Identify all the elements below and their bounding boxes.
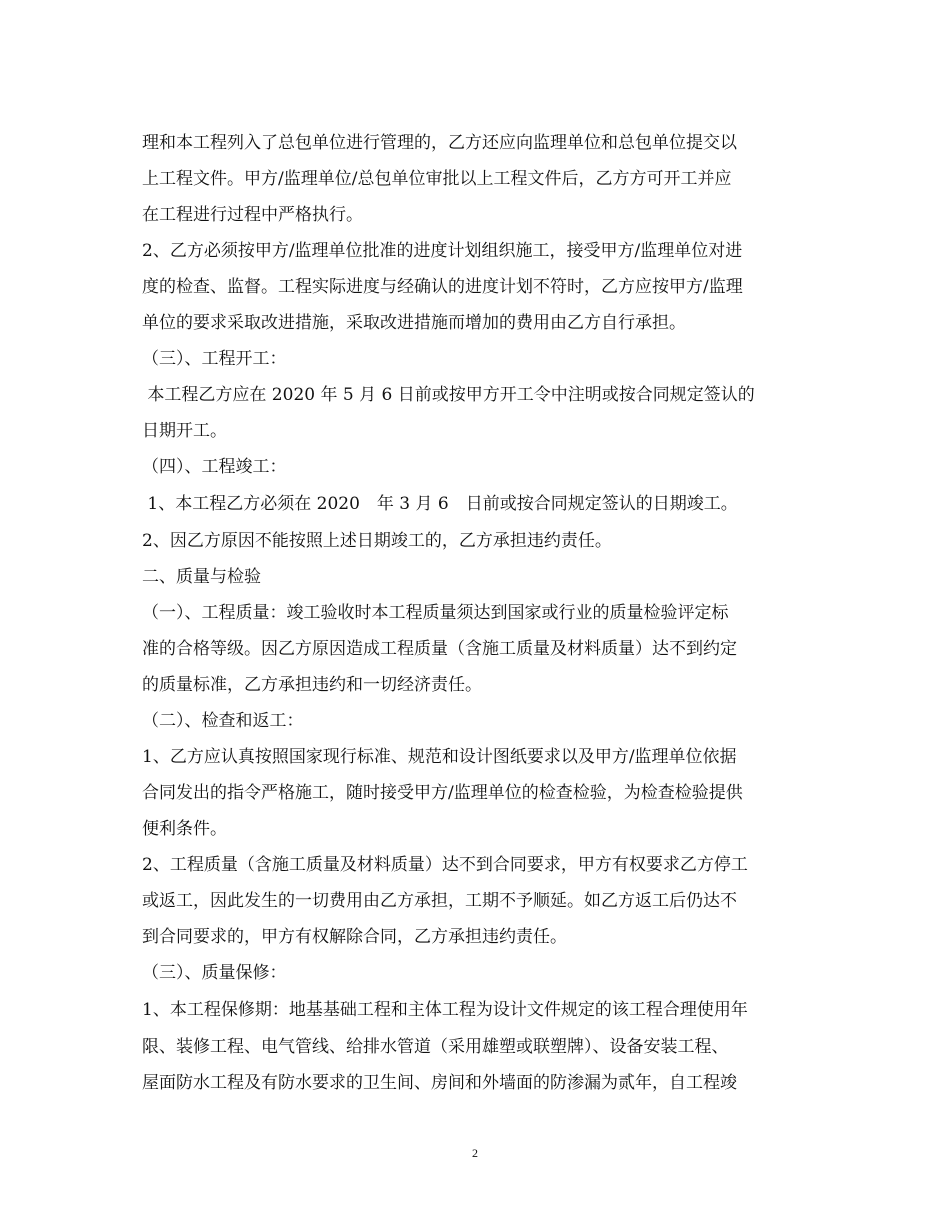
text-line: 的质量标准，乙方承担违约和一切经济责任。 (142, 675, 482, 695)
section-heading: （一）、工程质量：竣工验收时本工程质量须达到国家或行业的质量检验评定标 (142, 603, 729, 623)
text-line: 1、本工程乙方必须在 2020 年 3 月 6 日前或按合同规定签认的日期竣工。 (142, 494, 738, 514)
section-heading: （三）、工程开工： (142, 349, 287, 369)
text-line: 屋面防水工程及有防水要求的卫生间、房间和外墙面的防渗漏为贰年，自工程竣 (142, 1073, 737, 1093)
text-line: 限、装修工程、电气管线、给排水管道（采用雄塑或联塑牌）、设备安装工程、 (142, 1037, 729, 1057)
text-line: 2、工程质量（含施工质量及材料质量）达不到合同要求，甲方有权要求乙方停工 (142, 855, 748, 875)
text-line: 在工程进行过程中严格执行。 (142, 205, 363, 225)
text-line: 1、乙方应认真按照国家现行标准、规范和设计图纸要求以及甲方/监理单位依据 (142, 747, 737, 767)
text-line: 2、乙方必须按甲方/监理单位批准的进度计划组织施工，接受甲方/监理单位对进 (142, 241, 743, 261)
text-line: 上工程文件。甲方/监理单位/总包单位审批以上工程文件后，乙方方可开工并应 (142, 169, 732, 189)
text-line: 单位的要求采取改进措施，采取改进措施而增加的费用由乙方自行承担。 (142, 313, 686, 333)
text-line: 或返工，因此发生的一切费用由乙方承担，工期不予顺延。如乙方返工后仍达不 (142, 891, 737, 911)
text-line: 便利条件。 (142, 819, 227, 839)
section-heading: （二）、检查和返工： (142, 711, 304, 731)
page-number: 2 (472, 1146, 478, 1160)
text-line: 2、因乙方原因不能按照上述日期竣工的，乙方承担违约责任。 (142, 531, 612, 551)
text-line: 理和本工程列入了总包单位进行管理的，乙方还应向监理单位和总包单位提交以 (142, 133, 737, 153)
text-line: 合同发出的指令严格施工，随时接受甲方/监理单位的检查检验，为检查检验提供 (142, 783, 743, 803)
chapter-heading: 二、质量与检验 (142, 567, 261, 587)
text-line: 度的检查、监督。工程实际进度与经确认的进度计划不符时，乙方应按甲方/监理 (142, 277, 743, 297)
text-line: 1、本工程保修期：地基基础工程和主体工程为设计文件规定的该工程合理使用年 (142, 1000, 748, 1020)
section-heading: （四）、工程竣工： (142, 457, 287, 477)
text-line: 准的合格等级。因乙方原因造成工程质量（含施工质量及材料质量）达不到约定 (142, 639, 737, 659)
text-line: 日期开工。 (142, 421, 227, 441)
text-line: 到合同要求的，甲方有权解除合同，乙方承担违约责任。 (142, 927, 567, 947)
text-line: 本工程乙方应在 2020 年 5 月 6 日前或按甲方开工令中注明或按合同规定签认的 (142, 385, 755, 405)
section-heading: （三）、质量保修： (142, 963, 287, 983)
